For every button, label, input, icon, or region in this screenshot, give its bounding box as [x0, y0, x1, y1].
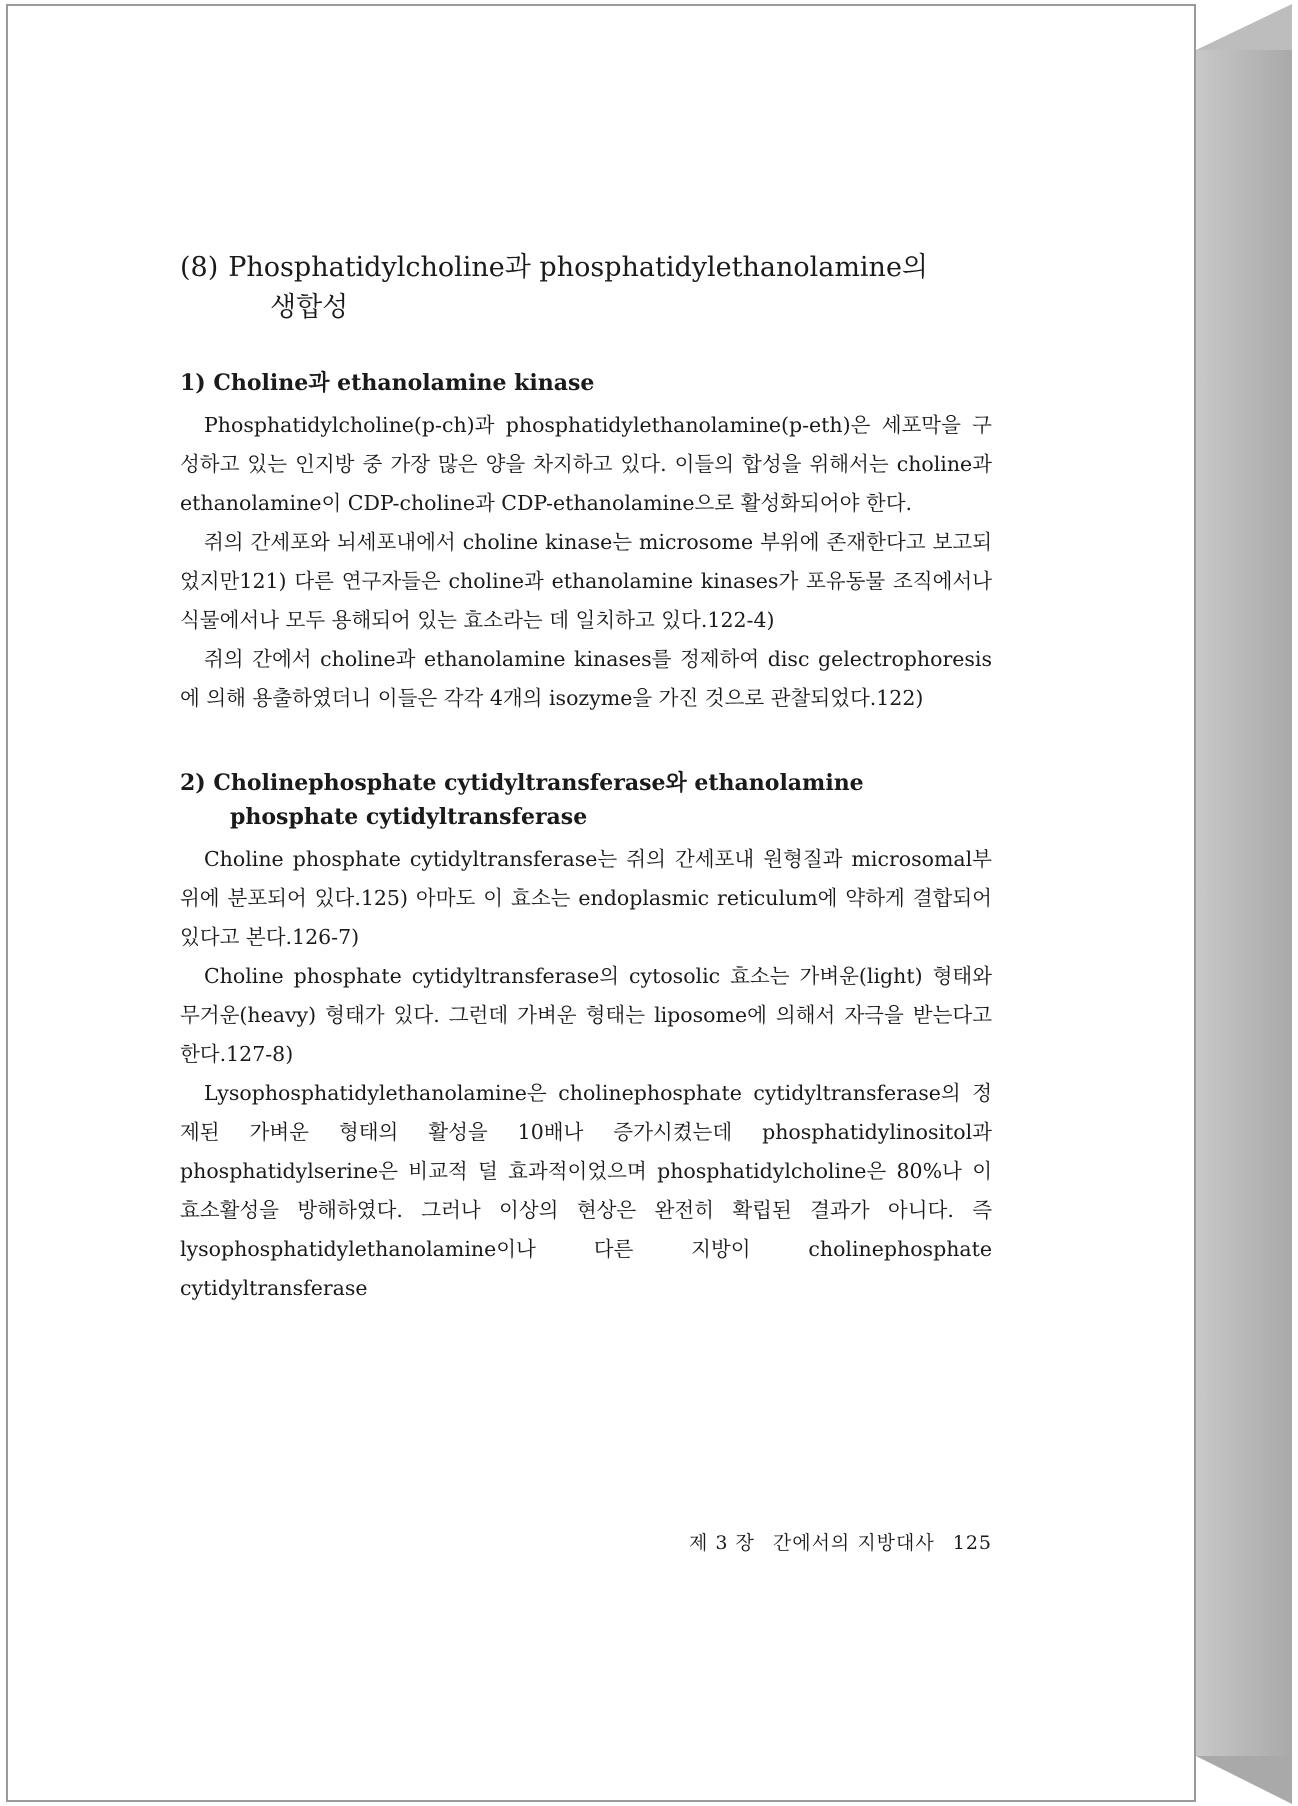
sub2-paragraph-3: Lysophosphatidylethanolamine은 cholinephosphate cytidyltransferase의 정제된 가벼운 형태의 활성을 10배나 증가시켰는데 phosphatidylinositol과 phosphatidylserine은 비교적 덜 효과적이었으며 phosphatidylcholine은 80%나 이 효소활성을 방해하였다. 그러나 이상의 현상은 완전히 확립된 결과가 아니다. 즉 lysophosphatidylethanolamine이나 다른 지방이 cholinephosphate cytidyltransferase [180, 1081, 992, 1300]
sub1-paragraph-3: 쥐의 간에서 choline과 ethanolamine kinases를 정제하여 disc gelectrophoresis에 의해 용출하였더니 이들은 각각 4개의 isozyme을 가진 것으로 관찰되었다.122) [180, 647, 992, 710]
subsection-1-heading: 1) Choline과 ethanolamine kinase [180, 370, 595, 396]
book-spine [1196, 50, 1292, 1756]
subsection-2-heading-line1: 2) Cholinephosphate cytidyltransferase와 ethanolamine [180, 770, 864, 796]
section-number: (8) [180, 252, 219, 283]
section-title-line1: Phosphatidylcholine과 phosphatidylethanolamine의 [228, 252, 929, 283]
sub2-paragraph-1: Choline phosphate cytidyltransferase는 쥐의 간세포내 원형질과 microsomal부위에 분포되어 있다.125) 아마도 이 효소는 endoplasmic reticulum에 약하게 결합되어 있다고 본다.126-7) [180, 847, 992, 949]
section-gap [180, 718, 992, 766]
sub1-paragraph-2: 쥐의 간세포와 뇌세포내에서 choline kinase는 microsome 부위에 존재한다고 보고되었지만121) 다른 연구자들은 choline과 ethanolamine kinases가 포유동물 조직에서나 식물에서나 모두 용해되어 있는 효소라는 데 일치하고 있다.122-4) [180, 530, 992, 632]
page-number: 125 [952, 1532, 992, 1554]
section-heading [180, 248, 992, 328]
book-spine-top [1196, 4, 1292, 50]
page-content [180, 248, 992, 1308]
sub2-paragraph-2: Choline phosphate cytidyltransferase의 cytosolic 효소는 가벼운(light) 형태와 무거운(heavy) 형태가 있다. 그런데 가벼운 형태는 liposome에 의해서 자극을 받는다고 한다.127-8) [180, 964, 992, 1066]
section-title-line2: 생합성 [270, 292, 349, 323]
footer-title: 간에서의 지방대사 [772, 1532, 935, 1554]
book-spine-bottom [1196, 1756, 1292, 1804]
footer-chapter: 제 3 장 [688, 1532, 755, 1554]
subsection-2-heading-line2: phosphate cytidyltransferase [230, 804, 588, 830]
sub1-paragraph-1: Phosphatidylcholine(p-ch)과 phosphatidylethanolamine(p-eth)은 세포막을 구성하고 있는 인지방 중 가장 많은 양을 차지하고 있다. 이들의 합성을 위해서는 choline과 ethanolamine이 CDP-choline과 CDP-ethanolamine으로 활성화되어야 한다. [180, 413, 992, 515]
subsection-2-heading [180, 766, 992, 834]
page-footer [612, 1528, 992, 1555]
